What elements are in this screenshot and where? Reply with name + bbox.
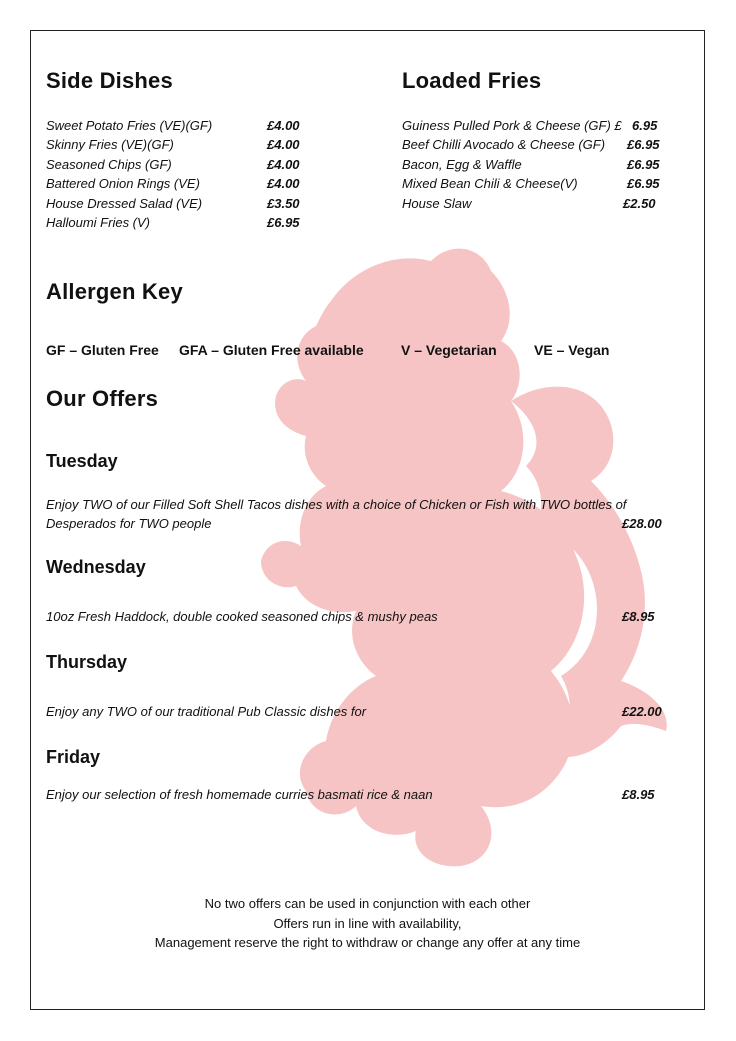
menu-page xyxy=(30,30,705,1010)
menu-content xyxy=(31,31,704,1009)
item-price: £6.95 xyxy=(267,215,300,230)
offer-day-tuesday: Tuesday xyxy=(46,451,118,471)
item-price: 6.95 xyxy=(632,118,658,133)
allergen-gf: GF – Gluten Free xyxy=(46,342,159,358)
list-item: Seasoned Chips (GF) xyxy=(46,157,172,172)
item-price: £4.00 xyxy=(267,118,300,133)
list-item: Beef Chilli Avocado & Cheese (GF) xyxy=(402,137,606,152)
offer-text: Desperados for TWO people xyxy=(46,516,212,531)
list-item: Battered Onion Rings (VE) xyxy=(46,176,200,191)
offer-text: Enjoy TWO of our Filled Soft Shell Tacos dishes with a choice of Chicken or Fish with TWO bottles of xyxy=(46,497,627,512)
list-item: Sweet Potato Fries (VE)(GF) xyxy=(46,118,213,133)
item-price: £6.95 xyxy=(627,157,660,172)
footer-note: No two offers can be used in conjunction with each other xyxy=(204,896,531,911)
item-price: £4.00 xyxy=(267,157,300,172)
allergen-ve: VE – Vegan xyxy=(534,342,610,358)
loaded-fries-title: Loaded Fries xyxy=(402,68,542,93)
allergen-v: V – Vegetarian xyxy=(401,342,497,358)
list-item: House Dressed Salad (VE) xyxy=(46,196,203,211)
offer-text: Enjoy any TWO of our traditional Pub Classic dishes for xyxy=(46,704,367,719)
offer-text: Enjoy our selection of fresh homemade curries basmati rice & naan xyxy=(46,787,433,802)
item-price: £6.95 xyxy=(627,176,660,191)
offer-price: £8.95 xyxy=(622,609,655,624)
side-dishes-title: Side Dishes xyxy=(46,68,173,93)
allergen-gfa: GFA – Gluten Free available xyxy=(179,342,364,358)
list-item: House Slaw xyxy=(402,196,472,211)
offer-price: £8.95 xyxy=(622,787,655,802)
offers-title: Our Offers xyxy=(46,386,159,411)
list-item: Skinny Fries (VE)(GF) xyxy=(46,137,174,152)
offer-day-friday: Friday xyxy=(46,747,101,767)
list-item: Bacon, Egg & Waffle xyxy=(402,157,522,172)
item-price: £3.50 xyxy=(267,196,300,211)
footer-note: Offers run in line with availability, xyxy=(273,916,462,931)
list-item: Mixed Bean Chili & Cheese(V) xyxy=(402,176,578,191)
item-price: £6.95 xyxy=(627,137,660,152)
footer-note: Management reserve the right to withdraw or change any offer at any time xyxy=(154,935,581,950)
item-price: £4.00 xyxy=(267,176,300,191)
offer-day-thursday: Thursday xyxy=(46,652,128,672)
list-item: Halloumi Fries (V) xyxy=(46,215,151,230)
offer-price: £28.00 xyxy=(622,516,662,531)
item-price: £2.50 xyxy=(623,196,656,211)
offer-price: £22.00 xyxy=(622,704,662,719)
list-item: Guiness Pulled Pork & Cheese (GF) £ xyxy=(402,118,622,133)
offer-text: 10oz Fresh Haddock, double cooked seasoned chips & mushy peas xyxy=(46,609,438,624)
allergen-key-title: Allergen Key xyxy=(46,279,183,304)
offer-day-wednesday: Wednesday xyxy=(46,557,146,577)
item-price: £4.00 xyxy=(267,137,300,152)
